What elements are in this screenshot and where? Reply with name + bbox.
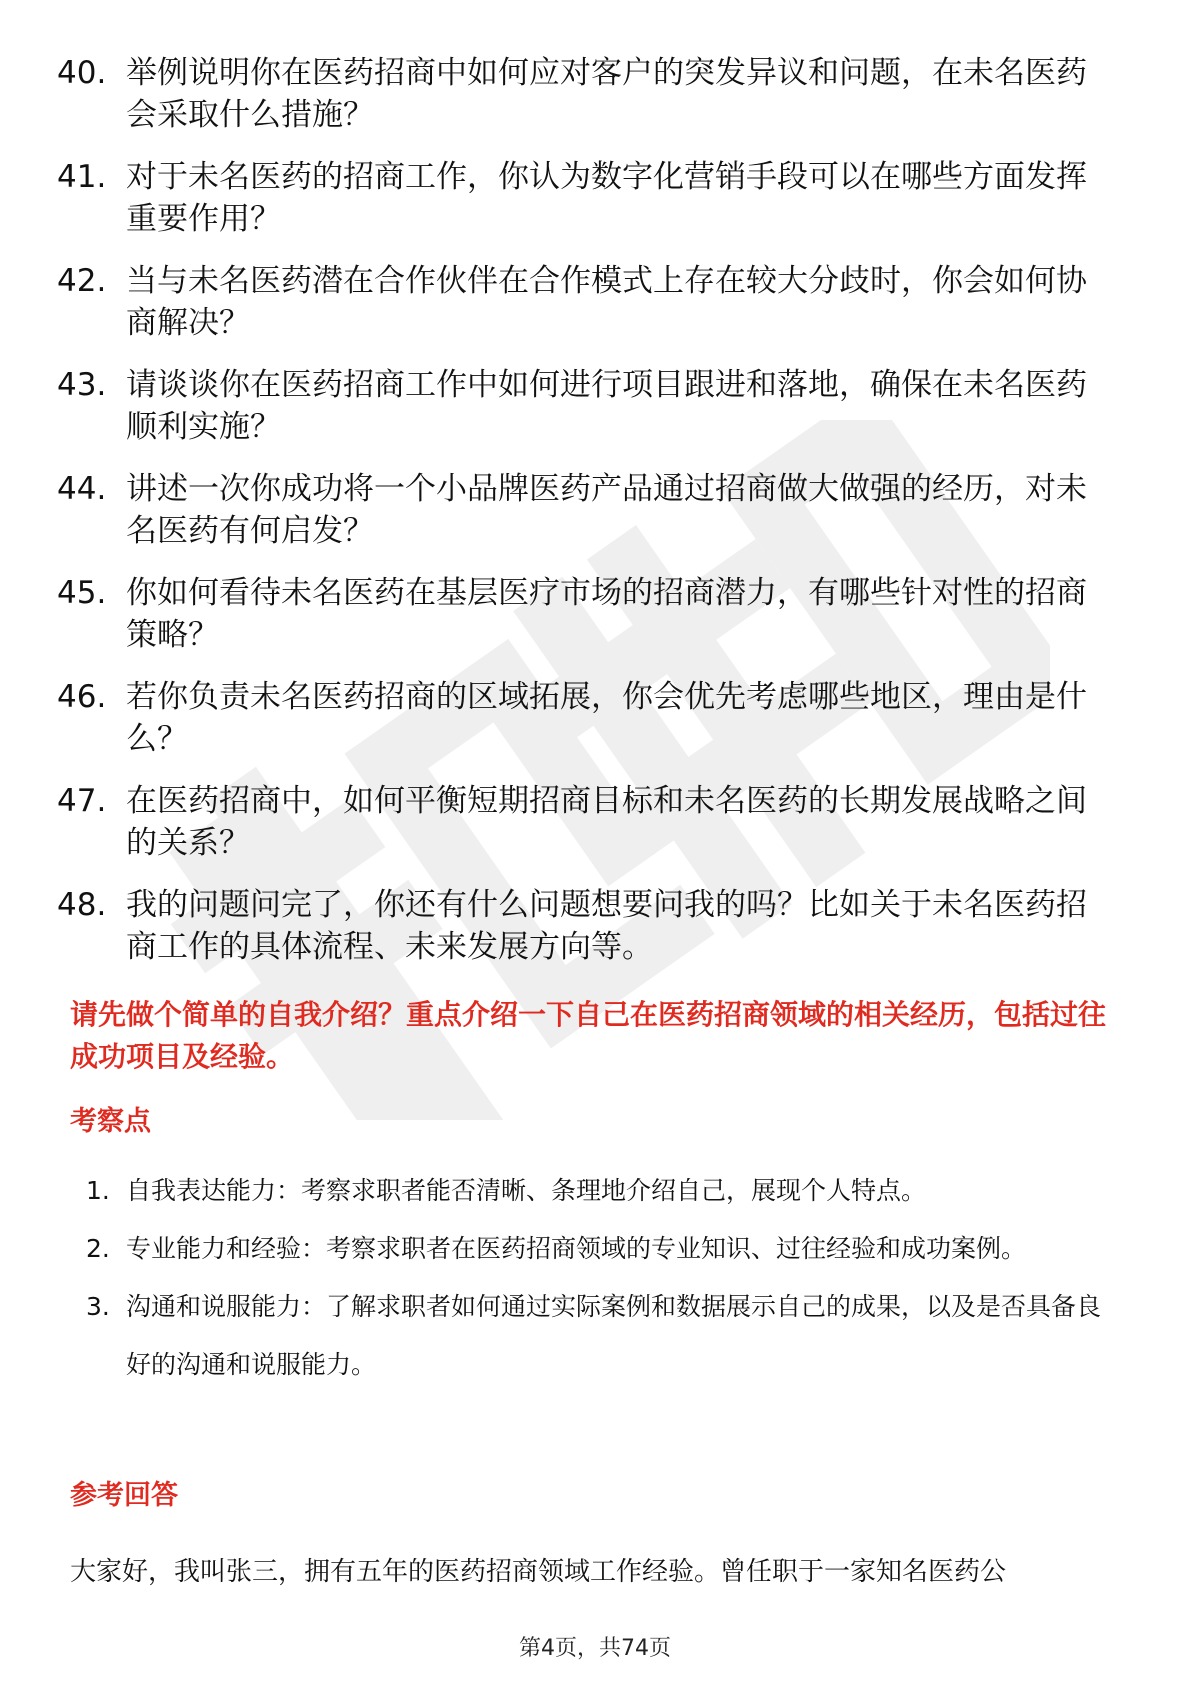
assessment-item [0,1278,1190,1394]
question-number: 40. [57,55,107,91]
assessment-text: 自我表达能力：考察求职者能否清晰、条理地介绍自己，展现个人特点。 [126,1176,927,1205]
featured-question: 请先做个简单的自我介绍？重点介绍一下自己在医药招商领域的相关经历，包括过往成功项目及经验。 [70,998,1107,1073]
question-item [0,572,1190,676]
reference-answer: 大家好，我叫张三，拥有五年的医药招商领域工作经验。曾任职于一家知名医药公 [70,1557,1007,1587]
question-text: 你如何看待未名医药在基层医疗市场的招商潜力，有哪些针对性的招商策略？ [126,575,1087,653]
question-text: 举例说明你在医药招商中如何应对客户的突发异议和问题，在未名医药会采取什么措施？ [126,55,1087,133]
question-text: 若你负责未名医药招商的区域拓展，你会优先考虑哪些地区，理由是什么？ [126,679,1087,757]
question-text: 我的问题问完了，你还有什么问题想要问我的吗？比如关于未名医药招商工作的具体流程、未来发展方向等。 [126,887,1087,965]
assessment-number: 2. [86,1234,110,1263]
question-number: 42. [57,263,107,299]
assessment-text: 沟通和说服能力：了解求职者如何通过实际案例和数据展示自己的成果，以及是否具备良好的沟通和说服能力。 [126,1292,1102,1379]
assessment-list [0,1162,1190,1394]
assessment-heading: 考察点 [70,1106,151,1137]
question-text: 当与未名医药潜在合作伙伴在合作模式上存在较大分歧时，你会如何协商解决？ [126,263,1087,341]
question-item [0,156,1190,260]
assessment-item [0,1162,1190,1220]
question-text: 请谈谈你在医药招商工作中如何进行项目跟进和落地，确保在未名医药顺利实施？ [126,367,1087,445]
page-footer: 第4页，共74页 [519,1636,671,1661]
question-item [0,884,1190,988]
question-item [0,260,1190,364]
question-item [0,468,1190,572]
assessment-number: 1. [86,1176,110,1205]
assessment-text: 专业能力和经验：考察求职者在医药招商领域的专业知识、过往经验和成功案例。 [126,1234,1027,1263]
question-text: 对于未名医药的招商工作，你认为数字化营销手段可以在哪些方面发挥重要作用？ [126,159,1087,237]
question-text: 在医药招商中，如何平衡短期招商目标和未名医药的长期发展战略之间的关系？ [126,783,1087,861]
question-number: 41. [57,159,107,195]
question-text: 讲述一次你成功将一个小品牌医药产品通过招商做大做强的经历，对未名医药有何启发？ [126,471,1087,549]
reference-heading: 参考回答 [70,1480,178,1511]
assessment-number: 3. [86,1292,110,1321]
question-number: 48. [57,887,107,923]
question-list [0,52,1190,988]
question-number: 46. [57,679,107,715]
question-item [0,676,1190,780]
question-item [0,52,1190,156]
question-number: 43. [57,367,107,403]
question-number: 45. [57,575,107,611]
question-item [0,780,1190,884]
assessment-item [0,1220,1190,1278]
question-number: 47. [57,783,107,819]
question-item [0,364,1190,468]
question-number: 44. [57,471,107,507]
